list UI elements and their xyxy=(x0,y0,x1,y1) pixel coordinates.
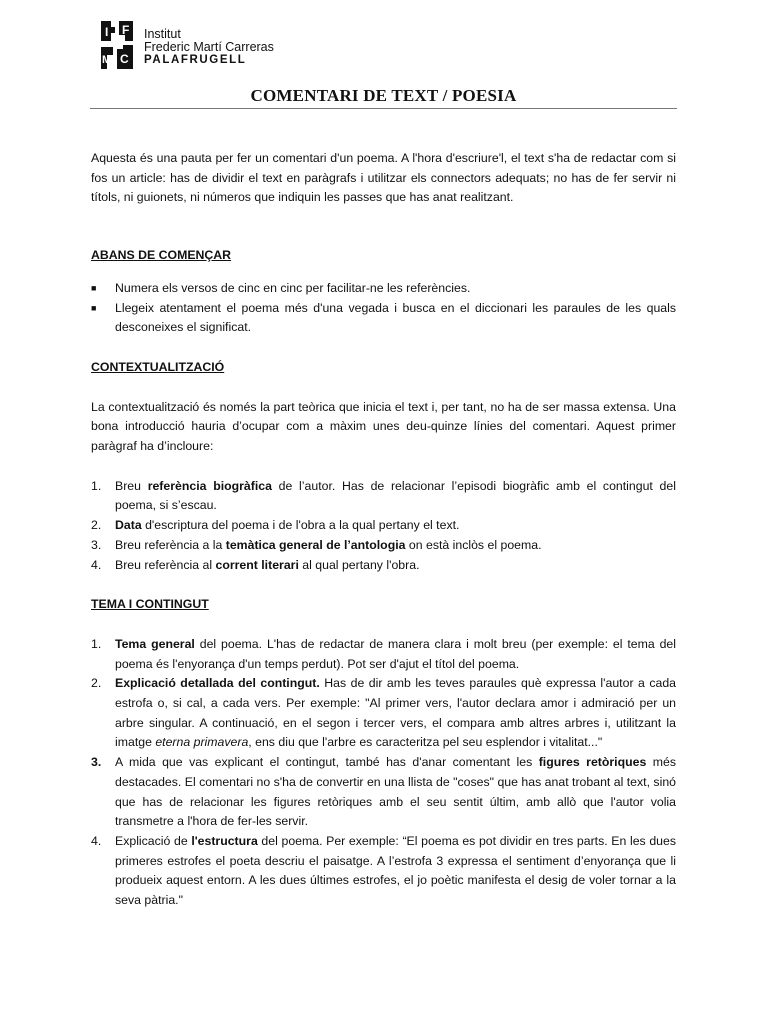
institution-name xyxy=(144,28,274,67)
institution-line-2: Frederic Martí Carreras xyxy=(144,40,274,54)
list-item: 3. A mida que vas explicant el contingut, també has d'anar comentant les figures retòriques més destacades. El comentari no s'ha de convertir en una llista de "coses" que has anat trobant al text, sinó que has de relacionar les figures retòriques amb el seu sentit últim, amb allò que l'autor volia transmetre a l'hora de fer-les servir. xyxy=(91,755,676,829)
document-body xyxy=(91,149,676,911)
institution-logo-mark xyxy=(99,19,135,71)
tema-list xyxy=(91,635,676,911)
title-divider xyxy=(90,108,677,109)
section-heading-context: CONTEXTUALITZACIÓ xyxy=(91,359,225,374)
list-item: ■ Numera els versos de cinc en cinc per facilitar-ne les referències. xyxy=(91,279,676,299)
abans-list xyxy=(91,279,676,338)
logo-letter-m: M xyxy=(102,54,112,66)
bullet-square-icon: ■ xyxy=(91,302,97,313)
context-paragraph: La contextualització és només la part teòrica que inicia el text i, per tant, no ha de ser massa extensa. Una bona introducció hauria d’ocupar com a màxim unes deu-quinze línies del comentari. Aquest primer paràgraf ha d’incloure: xyxy=(91,399,676,454)
list-item: 2. Explicació detallada del contingut. Has de dir amb les teves paraules què expressa l'autor a cada estrofa o, si cal, a cada vers. Per exemple: "Al primer vers, l'autor declara amor i admiració per un arbre singular. A continuació, en el segon i tercer vers, el compara amb altres arbres i, utilitzant la imatge eterna primavera, ens diu que l'arbre es caracteritza pel seu esplendor i vitalitat..." xyxy=(91,676,677,750)
list-item: 3. Breu referència a la temàtica general de l’antologia on està inclòs el poema. xyxy=(91,537,542,552)
list-item: 4. Breu referència al corrent literari al qual pertany l'obra. xyxy=(91,557,420,572)
institution-logo xyxy=(99,19,279,73)
section-heading-tema: TEMA I CONTINGUT xyxy=(91,597,209,612)
list-item: ■ Llegeix atentament el poema més d'una vegada i busca en el diccionari les paraules de les quals desconeixes el significat. xyxy=(91,300,676,335)
list-item: 2. Data d'escriptura del poema i de l'obra a la qual pertany el text. xyxy=(91,518,460,533)
logo-letter-f: F xyxy=(122,23,130,37)
section-heading-abans: ABANS DE COMENÇAR xyxy=(91,248,232,263)
intro-paragraph: Aquesta és una pauta per fer un comentari d'un poema. A l'hora d'escriure'l, el text s'ha de redactar com si fos un article: has de dividir el text en paràgrafs i utilitzar els connectors adequats; no has de fer servir ni títols, ni guionets, ni números que indiquin les passes que has anat realitzant. xyxy=(91,151,676,205)
bullet-square-icon: ■ xyxy=(91,282,97,293)
document-title: COMENTARI DE TEXT / POESIA xyxy=(250,86,517,105)
list-item: 4. Explicació de l'estructura del poema. Per exemple: “El poema es pot dividir en tres parts. En les dues primeres estrofes el poeta descriu el paisatge. A l’estrofa 3 expressa el sentiment d’enyorança que li produeix aquest entorn. A les dues últimes estrofes, el jo poètic manifesta el desig de voler tornar a la seva pàtria." xyxy=(91,833,676,908)
institution-line-1: Institut xyxy=(144,27,181,41)
context-list xyxy=(91,477,676,576)
logo-letter-c: C xyxy=(120,52,129,66)
list-item: 1. Breu referència biogràfica de l’autor. Has de relacionar l’episodi biogràfic amb el contingut del poema, si s’escau. xyxy=(91,478,676,513)
institution-line-3: PALAFRUGELL xyxy=(144,54,247,66)
logo-letter-i: I xyxy=(105,25,109,39)
list-item: 1. Tema general del poema. L'has de redactar de manera clara i molt breu (per exemple: el tema del poema és l'enyorança d'un temps perdut). Pot ser d'ajut el títol del poema. xyxy=(91,636,676,671)
